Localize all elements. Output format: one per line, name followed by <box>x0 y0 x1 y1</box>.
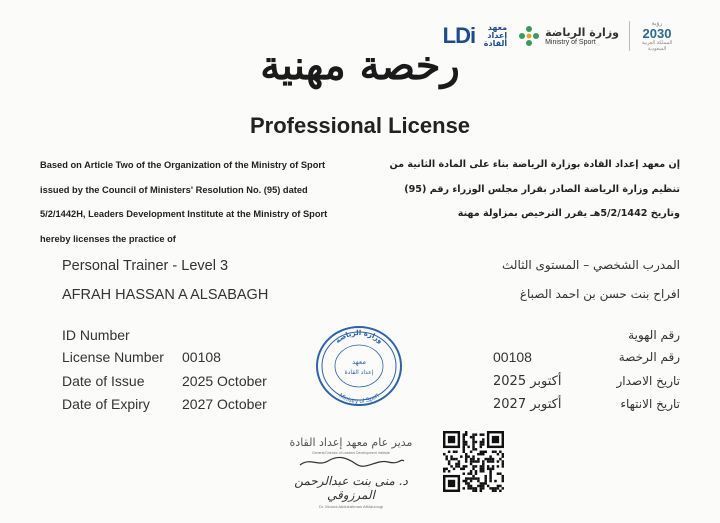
issue-label-ar: تاريخ الاصدار <box>616 374 680 388</box>
vision-year: 2030 <box>642 26 672 41</box>
intro-english: Based on Article Two of the Organization of the Ministry of Sport issued by the Council of Ministers' Resolution No. (95) dated 5/2/1442H, Leaders Development Institute at the Ministry of Sport hereby licenses the practice of <box>40 160 328 244</box>
seal-bottom-text: Ministry of Sport <box>337 392 381 406</box>
license-value-ar: 00108 <box>493 349 532 365</box>
seal-top-text: وزارة الرياضة <box>333 328 385 346</box>
signature-block <box>288 436 414 509</box>
license-value-en: 00108 <box>182 349 221 365</box>
vision-bottom: المملكة العربية السعودية <box>641 40 673 52</box>
issue-value-en: 2025 October <box>182 373 267 389</box>
expiry-label-ar: تاريخ الانتهاء <box>620 397 680 411</box>
expiry-value-ar: أكتوبر 2027 <box>493 397 562 412</box>
signatory-name-ar: د. منى بنت عبدالرحمن المرزوقي <box>294 474 408 502</box>
signature-icon <box>296 455 406 469</box>
signatory-title-en: General Director of Leaders Development Institute <box>311 451 390 455</box>
license-label-en: License Number <box>62 349 164 365</box>
arabic-title: رخصة مهنية <box>260 42 460 89</box>
profession-arabic: المدرب الشخصي – المستوى الثالث <box>502 258 680 272</box>
name-arabic: افراح بنت حسن بن احمد الصباغ <box>519 287 680 301</box>
seal-center-2: إعداد القادة <box>344 369 374 376</box>
expiry-label-en: Date of Expiry <box>62 396 150 412</box>
qr-code[interactable] <box>443 431 504 492</box>
vision-top: رؤية <box>651 21 663 27</box>
issue-label-en: Date of Issue <box>62 373 145 389</box>
expiry-value-en: 2027 October <box>182 396 267 412</box>
signatory-name-en: Dr. Mouna Abdulrahman AlMarzoogi <box>318 504 384 509</box>
profession-english: Personal Trainer - Level 3 <box>62 258 229 274</box>
id-label-en: ID Number <box>62 327 130 343</box>
intro-arabic: إن معهد إعداد القادة بوزارة الرياضة بناء على المادة الثانية من تنظيم وزارة الرياضة الصادر بقرار مجلس الوزراء رقم (95) وتاريخ 5/2/1442هـ يقرر الترخيص بمزاولة مهنة <box>389 159 680 219</box>
ldi-mark: LDi <box>442 23 476 48</box>
signatory-title-ar: مدير عام معهد إعداد القادة <box>289 436 413 449</box>
id-label-ar: رقم الهوية <box>628 328 680 342</box>
ldi-arabic-name: معهد إعداد القادة <box>483 23 508 48</box>
ministry-arabic: وزارة الرياضة <box>545 26 619 39</box>
ministry-english: Ministry of Sport <box>545 39 596 46</box>
seal-center-1: معهد <box>351 358 367 366</box>
license-label-ar: رقم الرخصة <box>618 350 680 364</box>
official-seal <box>314 324 404 408</box>
name-english: AFRAH HASSAN A ALSABAGH <box>62 287 269 303</box>
english-title: Professional License <box>249 113 471 138</box>
issue-value-ar: أكتوبر 2025 <box>493 374 562 389</box>
